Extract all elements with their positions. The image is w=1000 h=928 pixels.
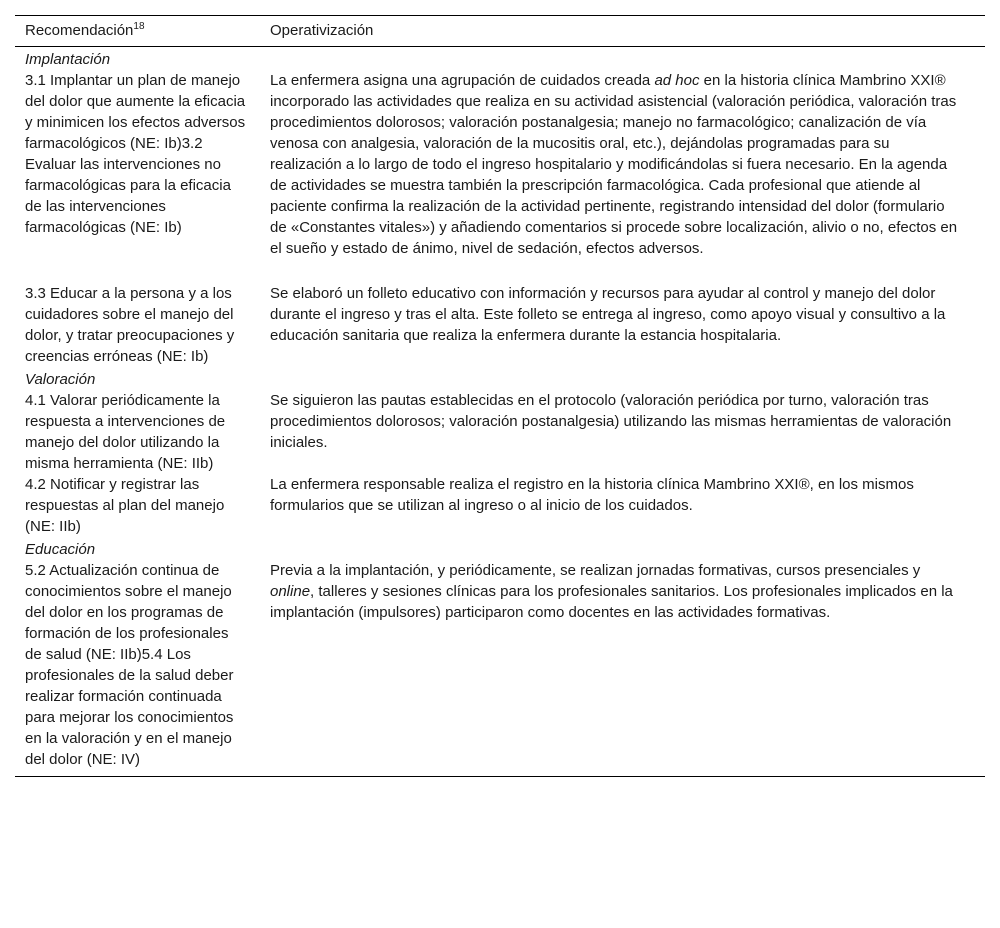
recommendations-table-container	[15, 15, 985, 777]
operativization-text: , talleres y sesiones clínicas para los profesionales sanitarios. Los profesionales implicados en la implantación (impulsores) participaron como docentes en las actividades formativas.	[270, 583, 953, 621]
table-header	[15, 16, 985, 47]
operativization-text: en la historia clínica Mambrino XXI® incorporado las actividades que realiza en su actividad asistencial (valoración periódica, valoración tras procedimientos dolorosos; valoración postanalgesia; manejo no farmacológico; canalización de vía venosa con analgesia, valoración de la mucositis oral, etc.), dejándolas programadas para su realización a lo largo de todo el ingreso hospitalario y modificándolas si fuera necesario. En la agenda de actividades se muestra también la prescripción farmacológica. Cada profesional que atiende al paciente confirma la realización de la actividad pertinente, registrando intensidad del dolor (formulario de «Constantes vitales») y añadiendo comentarios si procede sobre localización, alivio o no, efectos en el sueño y estado de ánimo, nivel de sedación, efectos adversos.	[270, 72, 958, 257]
table-body	[15, 47, 985, 777]
header-reference-sup: 18	[133, 21, 145, 32]
recommendation-cell: 4.1 Valorar periódicamente la respuesta a intervenciones de manejo del dolor utilizando la misma herramienta (NE: IIb)	[25, 392, 226, 472]
table-row	[15, 474, 985, 537]
operativization-cell	[260, 70, 985, 283]
table-row	[15, 390, 985, 474]
recommendation-cell: 3.3 Educar a la persona y a los cuidadores sobre el manejo del dolor, y tratar preocupaciones y creencias erróneas (NE: Ib)	[25, 285, 235, 365]
recommendations-table	[15, 15, 985, 777]
section-label: Educación	[25, 541, 96, 558]
header-operativizacion-label: Operativización	[270, 22, 374, 39]
operativization-cell: Se elaboró un folleto educativo con información y recursos para ayudar al control y manejo del dolor durante el ingreso y tras el alta. Este folleto se entrega al ingreso, como apoyo visual y consultivo a la educación sanitaria que realiza la enfermera durante la estancia hospitalaria.	[270, 285, 946, 344]
table-row	[15, 70, 985, 283]
section-row-educacion	[15, 537, 985, 560]
operativization-emphasis: ad hoc	[654, 72, 700, 89]
operativization-cell: La enfermera responsable realiza el registro en la historia clínica Mambrino XXI®, en los mismos formularios que se utilizan al ingreso o al inicio de los cuidados.	[270, 476, 914, 514]
header-operativizacion	[260, 16, 985, 47]
operativization-text: La enfermera asigna una agrupación de cuidados creada	[270, 72, 655, 89]
operativization-cell: Se siguieron las pautas establecidas en el protocolo (valoración periódica por turno, valoración tras procedimientos dolorosos; valoración postanalgesia) utilizando las mismas herramientas de valoración iniciales.	[270, 392, 952, 451]
recommendation-cell: 4.2 Notificar y registrar las respuestas al plan del manejo (NE: IIb)	[25, 476, 225, 535]
section-label: Implantación	[25, 51, 111, 68]
header-row	[15, 16, 985, 47]
header-recomendacion	[15, 16, 260, 47]
header-recomendacion-label: Recomendación	[25, 22, 134, 39]
recommendation-cell: 5.2 Actualización continua de conocimientos sobre el manejo del dolor en los programas de formación de los profesionales de salud (NE: IIb)5.4 Los profesionales de la salud deber realizar formación continuada para mejorar los conocimientos en la valoración y en el manejo del dolor (NE: IV)	[15, 560, 260, 777]
recommendation-cell: 3.1 Implantar un plan de manejo del dolor que aumente la eficacia y minimicen los efectos adversos farmacológicos (NE: Ib)3.2 Evaluar las intervenciones no farmacológicas para la eficacia de las intervenciones farmacológicas (NE: Ib)	[25, 72, 246, 236]
section-row-implantacion	[15, 47, 985, 71]
operativization-text: Previa a la implantación, y periódicamente, se realizan jornadas formativas, cursos presenciales y	[270, 562, 921, 579]
table-row	[15, 283, 985, 367]
operativization-cell	[260, 560, 985, 777]
table-row	[15, 560, 985, 777]
operativization-emphasis: online	[270, 583, 311, 600]
section-label: Valoración	[25, 371, 96, 388]
section-row-valoracion	[15, 367, 985, 390]
